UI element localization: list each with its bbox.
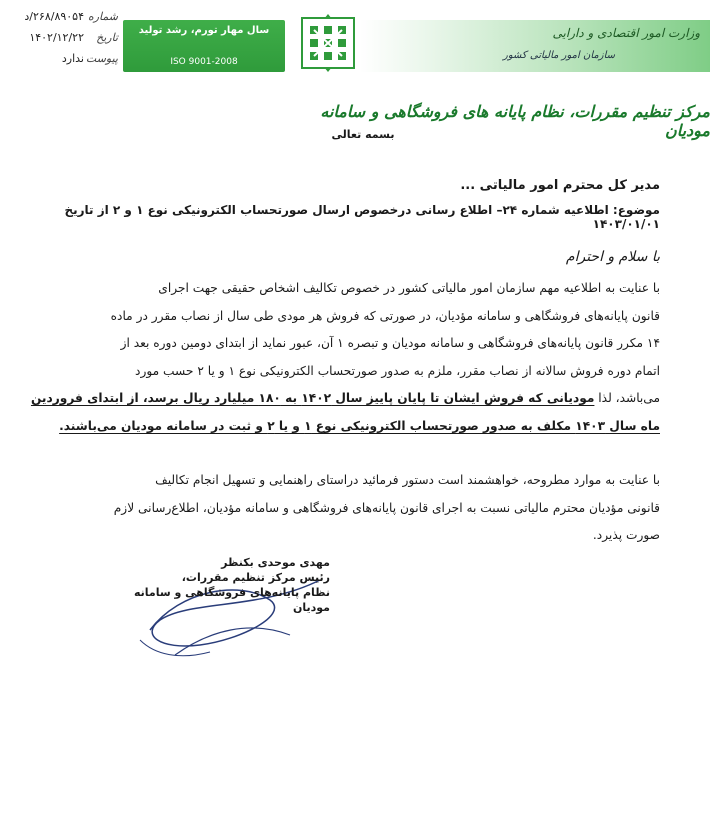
letter-date-row — [10, 31, 118, 52]
greeting: با سلام و احترام — [565, 249, 660, 265]
signatory-name: مهدی موحدی بکنظر — [221, 556, 330, 569]
paragraph-1-line-5-normal: می‌باشد، لذا — [594, 391, 660, 405]
letter-number-label: شماره — [87, 10, 118, 23]
signature-block — [110, 555, 330, 615]
ministry-header-band — [360, 20, 710, 72]
letter-attachment-label: پیوست — [85, 52, 118, 65]
letter-date-value: ۱۴۰۲/۱۲/۲۲ — [29, 31, 84, 44]
paragraph-1 — [30, 275, 660, 440]
paragraph-2-line-3: صورت پذیرد. — [592, 528, 660, 542]
letter-date-label: تاریخ — [96, 31, 118, 44]
paragraph-2-line-1: با عنایت به موارد مطروحه، خواهشمند است دستور فرمائید دراستای راهنمایی و تسهیل انجام تکالیف — [155, 473, 660, 487]
paragraph-2-line-2: قانونی مؤدیان محترم مالیاتی نسبت به اجرای قانون پایانه‌های فروشگاهی و سامانه مؤدیان، اطلاع‌رسانی لازم — [113, 500, 660, 515]
letter-number-row — [10, 10, 118, 31]
paragraph-1-line-1: با عنایت به اطلاعیه مهم سازمان امور مالیاتی کشور در خصوص تکالیف اشخاص حقیقی جهت اجرای — [158, 281, 660, 295]
basmala: بسمه تعالی — [331, 128, 395, 141]
tax-organization-emblem-icon — [296, 10, 360, 76]
paragraph-1-line-3: ۱۴ مکرر قانون پایانه‌های فروشگاهی و سامانه مودیان و تبصره ۱ آن، عبور نماید از ابتدای دومین دوره بعد از — [120, 336, 660, 350]
paragraph-1-line-2: قانون پایانه‌های فروشگاهی و سامانه مؤدیان، در صورتی که فروش هر مودی طی سال از نصاب مقرر در ماده — [110, 308, 660, 323]
signatory-unit: نظام پایانه‌های فروشگاهی و سامانه مودیان — [133, 586, 330, 614]
paragraph-2 — [60, 467, 660, 550]
iso-certification: ISO 9001-2008 — [170, 57, 238, 67]
slogan-box — [123, 20, 285, 72]
ministry-name: وزارت امور اقتصادی و دارایی — [552, 26, 700, 40]
paragraph-1-emphasis-1: مودیانی که فروش ایشان تا پایان پاییز سال ۱۴۰۲ به ۱۸۰ میلیارد ریال برسد، از ابتدای فروردین — [30, 391, 595, 405]
year-slogan: سال مهار تورم، رشد تولید — [138, 25, 270, 36]
letter-metadata — [10, 10, 118, 73]
addressee: مدیر کل محترم امور مالیاتی ... — [460, 178, 660, 193]
paragraph-1-line-5 — [30, 385, 660, 413]
center-title: مرکز تنظیم مقررات، نظام پایانه های فروشگاهی و سامانه مودیان — [320, 102, 710, 140]
letter-number-value: ۲۶۸/۸۹۰۵۴/د — [24, 10, 84, 23]
organization-name: سازمان امور مالیاتی کشور — [503, 50, 615, 61]
paragraph-1-emphasis-2: ماه سال ۱۴۰۳ مکلف به صدور صورتحساب الکترونیکی نوع ۱ و یا ۲ و ثبت در سامانه مودیان می‌باشند. — [59, 418, 660, 433]
subject-line: موضوع: اطلاعیه شماره ۲۴– اطلاع رسانی درخصوص ارسال صورتحساب الکترونیکی نوع ۱ و ۲ از تاریخ ۱۴۰۳/۰۱/۰۱ — [64, 203, 660, 231]
signatory-title: رئیس مرکز تنظیم مقررات، — [181, 571, 330, 584]
paragraph-1-line-4: اتمام دوره فروش سالانه از نصاب مقرر، ملزم به صدور صورتحساب الکترونیکی نوع ۱ و یا ۲ حسب مورد — [135, 363, 660, 378]
letter-attachment-row — [10, 52, 118, 73]
letter-attachment-value: ندارد — [61, 52, 84, 65]
